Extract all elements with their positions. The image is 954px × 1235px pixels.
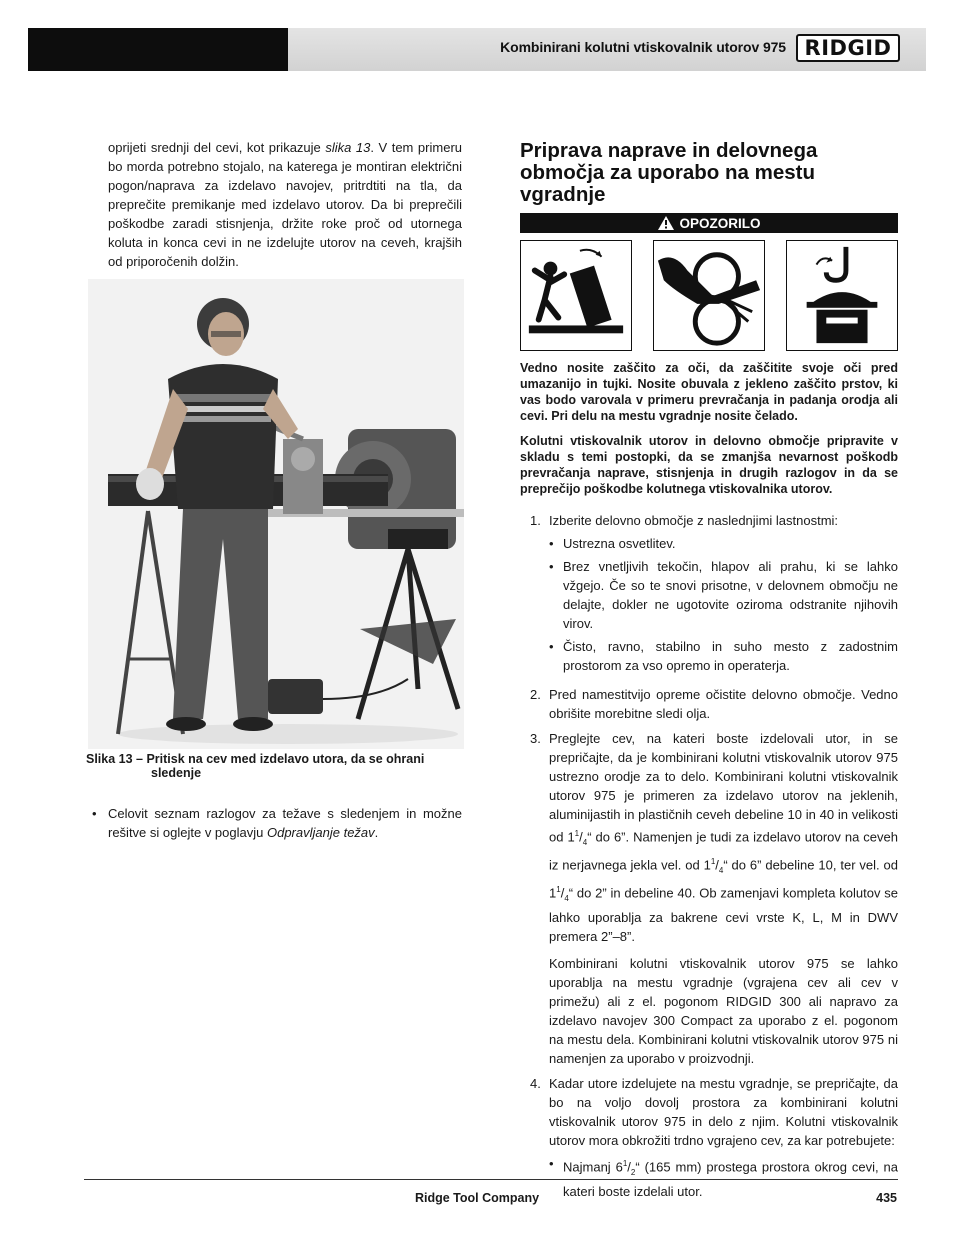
bullet-text-post: . [374, 825, 379, 840]
item-3-extra-paragraph: Kombinirani kolutni vtiskovalnik utorov 975 se lahko uporablja na mestu vgradnje (vgrajena cev ali cev v primežu) ali z el. pogonom RIDGID 300 ali napravo za izdelavo navojev 300 Compact za uporabo z el. pogonom na mestu dela. Kombinirani kolutni vtiskovalnik utorov 975 ni namenjen za uporabo v proizvodnji. [549, 955, 898, 1066]
right-column-body [520, 360, 898, 1211]
section-heading: Priprava naprave in delovnega območja za uporabo na mestu vgradnje [520, 139, 818, 206]
fraction-denominator: 2 [630, 1167, 636, 1177]
item-number: 1. [530, 513, 541, 528]
footer-company: Ridge Tool Company [414, 1191, 540, 1205]
sub-bullet-text: Čisto, ravno, stabilno in suho mesto z zadostnim prostorom za vso opremo in operaterja. [563, 639, 898, 673]
warning-paragraph-1: Vedno nosite zaščito za oči, da zaščitite svoje oči pred umazanijo in tujki. Nosite obuvala z jekleno zaščito prstov, ki vas bodo varovala v primeru prevračanja in padanja orodja ali cevi. Pri delu na mestu vgradnje nosite čelado. [520, 361, 898, 423]
list-item [520, 729, 898, 1068]
item-text: Pred namestitvijo opreme očistite delovno območje. Vedno obrišite morebitne sledi olja. [549, 687, 898, 721]
caption-continuation: sledenje [151, 766, 202, 780]
item-body: Preglejte cev, na kateri boste izdelovali utor, in se prepričajte, da je kombinirani kolutni vtiskovalnik utorov 975 ustrezno orodje za to delo. Kombinirani kolutni vtiskovalnik utorov 975 je primeren za izdelavo utorov na jeklenih, aluminijastih in plastičnih ceveh debeline 10 in 40 in velikosti od $1^1/_4“$ do 6”. Namenjen je tudi za izdelavo utorov na ceveh iz nerjavnega jekla vel. od $1^1/_4“$ do 6” debeline 10, ter vel. od $1^1/_4“$ do 2” in debeline 40. Ob zamenjavi kompleta kolutov se lahko uporablja za bakrene cevi vrste K, L, M in DWV premera 2”–8”. Kombinirani kolutni vtiskovalnik utorov 975 se lahko uporablja na mestu vgradnje (vgrajena cev ali cev v primežu) ali z el. pogonom RIDGID 300 ali napravo za izdelavo navojev 300 Compact za uporabo z el. pogonom na mestu dela. Kombinirani kolutni vtiskovalnik utorov 975 ni namenjen za uporabo v proizvodnji. [549, 731, 898, 1066]
intro-text-pre: oprijeti srednji del cevi, kot prikazuje [108, 140, 326, 155]
item-number: 3. [530, 731, 541, 746]
list-item [520, 685, 898, 723]
fraction-numerator: 1 [574, 829, 580, 838]
item-number: 2. [530, 687, 541, 702]
caption-lead: Slika 13 – Pritisk na cev med izdelavo utora, da se ohrani [86, 752, 425, 766]
figure-13-photo [88, 279, 464, 749]
warning-triangle-icon [658, 216, 674, 230]
fraction-numerator: 1 [622, 1158, 628, 1168]
left-bullet [92, 804, 462, 842]
item-1-sublist [549, 534, 898, 675]
item-body [549, 1074, 898, 1205]
hard-hat-required-icon [786, 240, 898, 351]
item-3-text-b: “ do 6”. Namenjen je tudi za izdelavo utorov na ceveh iz nerjavnega jekla vel. od 1 [549, 829, 898, 873]
bullet-icon: • [549, 559, 554, 574]
fraction-denominator: 4 [582, 837, 588, 847]
page-number: 435 [876, 1191, 897, 1205]
troubleshooting-ref: Odpravljanje težav [266, 825, 375, 840]
fraction-numerator: 1 [710, 856, 716, 866]
figure-13-illustration [88, 279, 464, 749]
header-title: Kombinirani kolutni vtiskovalnik utorov 975 [500, 39, 786, 55]
figure-13-caption [86, 752, 464, 780]
sub-bullet-pre: Najmanj 6 [563, 1159, 623, 1175]
sub-bullet-post: “ (165 mm) prostega prostora okrog cevi, na kateri boste izdelali utor. [563, 1159, 899, 1199]
fraction-denominator: 4 [564, 893, 569, 903]
warning-banner [520, 213, 898, 233]
item-text: Kadar utore izdelujete na mestu vgradnje, se prepričajte, da bo na voljo dovolj prostora za kombinirani kolutni vtiskovalnik utorov 975 in delo z njim. Kolutni vtiskovalnik utorov mora obkrožiti trdno vgrajeno cev, za kar potrebujete: [549, 1075, 898, 1148]
list-item [549, 637, 898, 675]
warning-paragraph-2: Kolutni vtiskovalnik utorov in delovno območje pripravite v skladu s temi postopki, da se zmanjša nevarnost poškodb prevračanja naprave, stisnjenja in drugih razlogov in da se preprečijo poškodbe kolutnega vtiskovalnika utorov. [520, 434, 898, 496]
logo-text: RIDGID [804, 36, 892, 60]
falling-object-hazard-icon [520, 240, 632, 351]
fraction-denominator: 4 [718, 865, 724, 875]
bullet-icon: • [549, 536, 554, 551]
item-number: 4. [530, 1075, 541, 1091]
item-body [549, 511, 898, 679]
list-item [520, 511, 898, 679]
intro-figure-ref: slika 13 [325, 140, 371, 155]
procedure-list [520, 511, 898, 1205]
footer-divider [84, 1179, 898, 1180]
warning-label: OPOZORILO [679, 215, 761, 231]
bullet-icon: • [92, 806, 97, 821]
item-3-text-d: “ do 2” in debeline 40. Ob zamenjavi kompleta kolutov se lahko uporablja za bakrene cevi vrste K, L, M in DWV premera 2”–8”. [549, 885, 898, 944]
ridgid-logo [796, 34, 900, 62]
sub-bullet-text: Najmanj $6^1/_2“$ (165 mm) prostega prostora okrog cevi, na kateri boste izdelali utor. [563, 1158, 899, 1199]
fraction-numerator: 1 [556, 884, 561, 894]
list-item [549, 557, 898, 633]
bullet-text-pre: Celovit seznam razlogov za težave s sledenjem in možne rešitve si oglejte v poglavju [108, 806, 462, 840]
item-3-text-a: Preglejte cev, na kateri boste izdelovali utor, in se prepričajte, da je kombinirani kolutni vtiskovalnik utorov 975 ustrezno orodje za to delo. Kombinirani kolutni vtiskovalnik utorov 975 je primeren za izdelavo utorov na jeklenih, aluminijastih in plastičnih ceveh debeline 10 in 40 in velikosti od 1 [549, 731, 898, 845]
intro-text-post: . V tem primeru bo morda potrebno stojalo, na katerega je montiran električni pogon/naprava za izdelavo navojev, pritrdtiti na tla, da preprečite premikanje med izdelavo utorov. Da bi preprečili poškodbe zaradi stisnjenja, držite roke proč od utornega koluta in konca cevi in ne izdelujte utorov na ceveh, krajših od priporočenih dolžin. [108, 140, 463, 269]
hand-pinch-hazard-icon [653, 240, 765, 351]
bullet-icon: • [549, 639, 554, 654]
bullet-icon: • [549, 1155, 554, 1171]
list-item [520, 1074, 898, 1205]
bullet-text [108, 804, 462, 842]
left-intro-paragraph [108, 138, 462, 271]
item-text: Izberite delovno območje z naslednjimi lastnostmi: [549, 513, 839, 528]
header-black-band [28, 28, 288, 71]
item-3-text-c: “ do 6” debeline 10, ter vel. od 1 [549, 857, 898, 901]
sub-bullet-text: Brez vnetljivih tekočin, hlapov ali prahu, ki se lahko vžgejo. Če so te snovi prisotne, v delovnem območju ne delajte, dokler ne ugotovite oziroma odstranite njihovih virov. [563, 559, 898, 631]
sub-bullet-text: Ustrezna osvetlitev. [563, 536, 676, 551]
list-item [549, 534, 898, 553]
list-item [92, 804, 462, 842]
